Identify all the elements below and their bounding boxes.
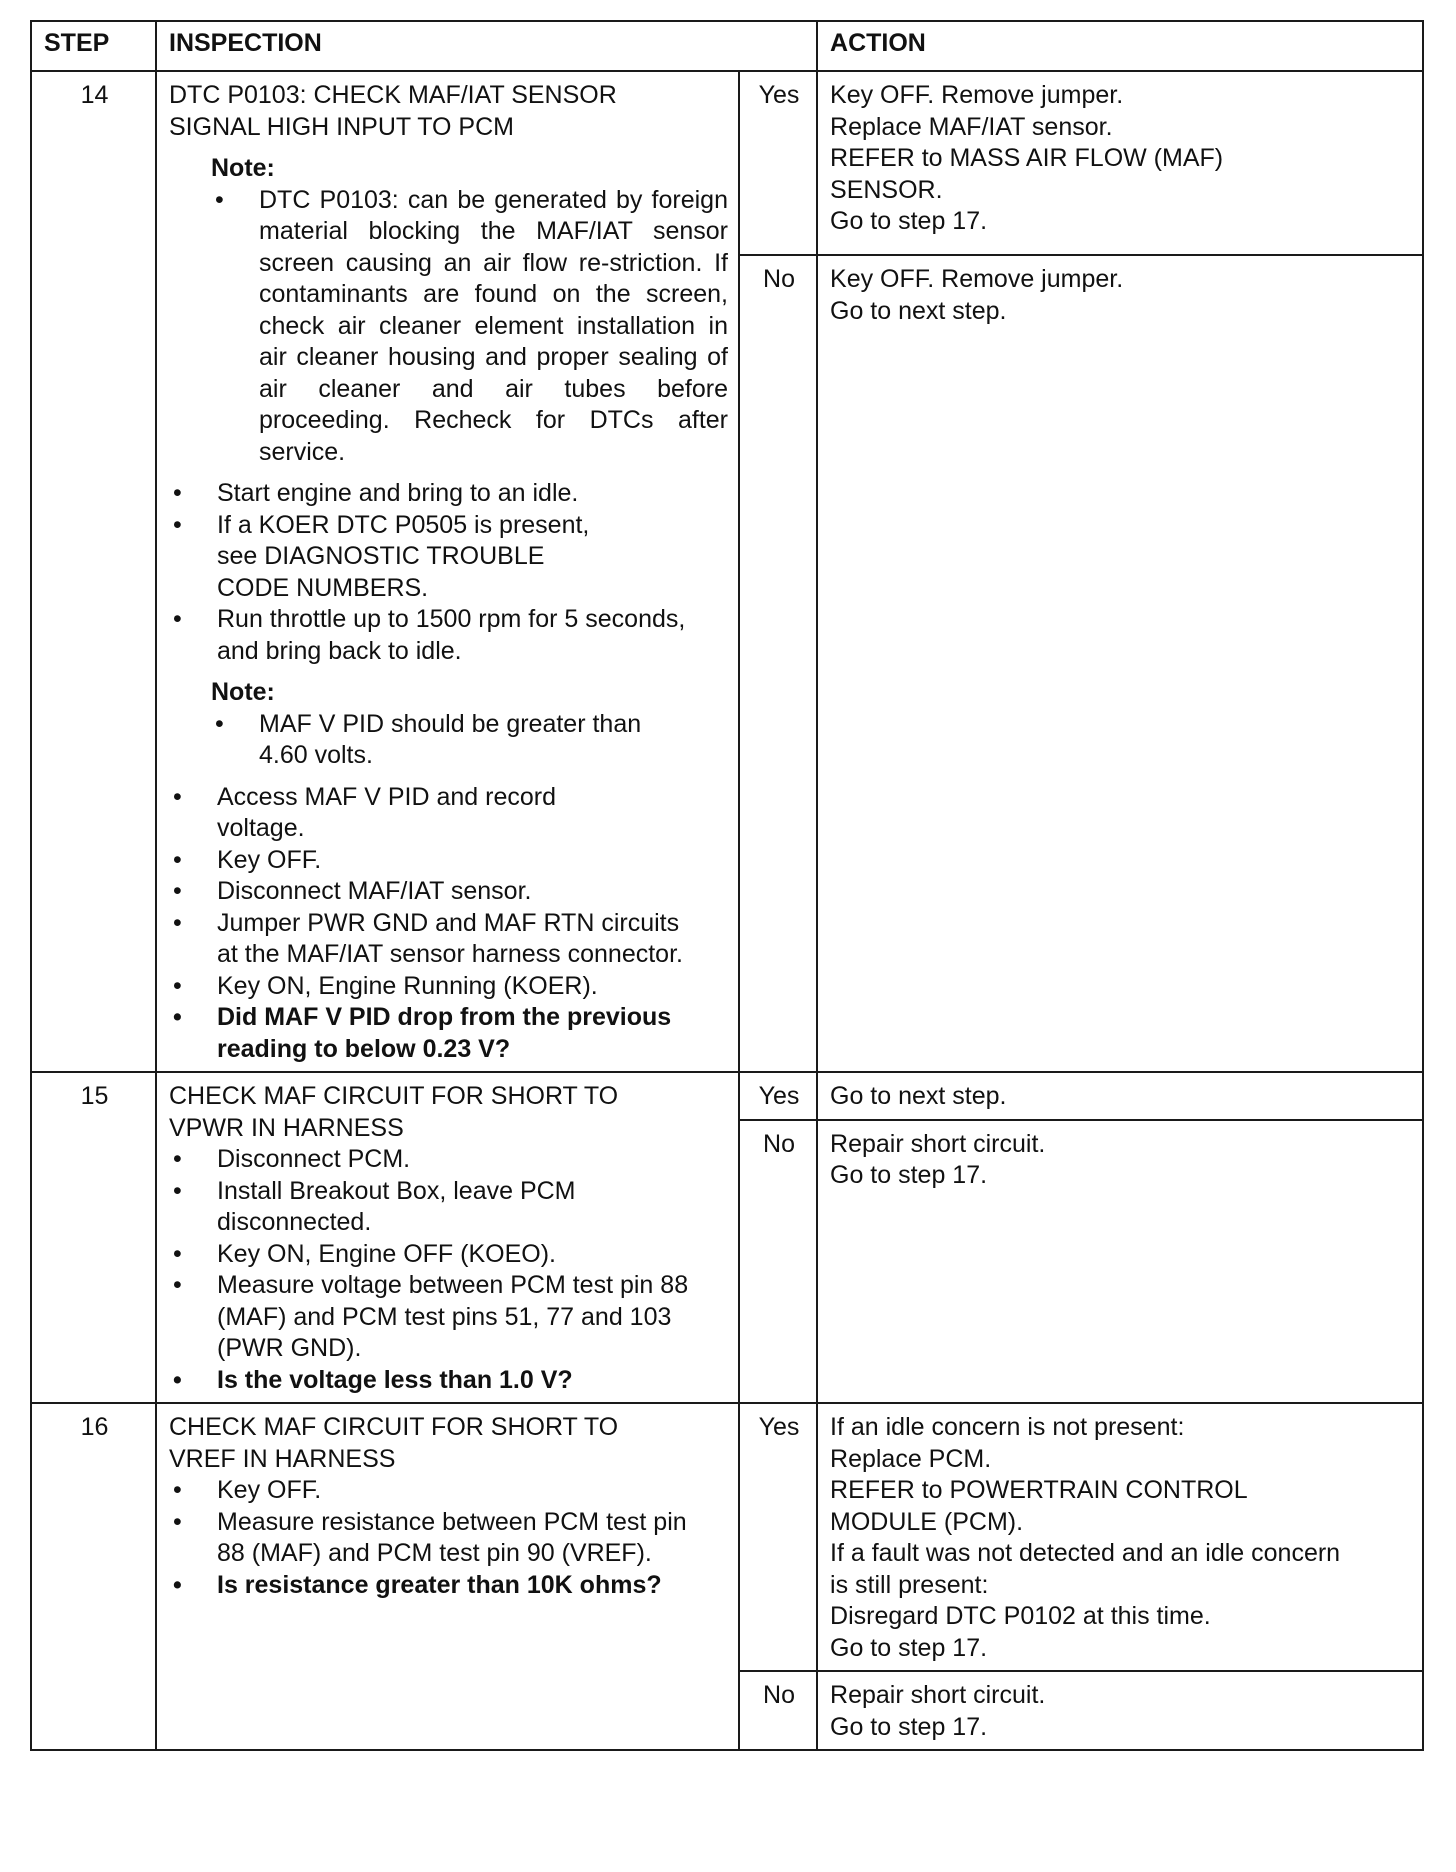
header-row: [31, 21, 1423, 71]
action-line: Go to next step.: [830, 1082, 1007, 1110]
step-16-title: CHECK MAF CIRCUIT FOR SHORT TO VREF IN HARNESS: [169, 1413, 619, 1473]
note-label: Note:: [211, 678, 275, 706]
step-14-bullets-b: [169, 782, 728, 1066]
list-item: • Key ON, Engine OFF (KOEO).: [169, 1239, 728, 1271]
list-item: • Run throttle up to 1500 rpm for 5 seconds, and bring back to idle.: [169, 604, 728, 667]
step-16-yes-label: Yes: [739, 1403, 817, 1671]
step-16-row-yes: [31, 1403, 1423, 1671]
step-header: STEP: [31, 21, 156, 71]
note-label: Note:: [211, 154, 275, 182]
list-item: • Install Breakout Box, leave PCM disconnected.: [169, 1176, 728, 1239]
step-15-title: CHECK MAF CIRCUIT FOR SHORT TO VPWR IN HARNESS: [169, 1082, 619, 1142]
list-item: • Jumper PWR GND and MAF RTN circuits at the MAF/IAT sensor harness connector.: [169, 908, 728, 971]
step-16-number: 16: [31, 1403, 156, 1750]
step-15-no-action: [817, 1120, 1423, 1404]
action-line: Replace PCM.: [830, 1444, 992, 1473]
step-16-inspection: [156, 1403, 739, 1750]
list-item: • If a KOER DTC P0505 is present, see DIAGNOSTIC TROUBLE CODE NUMBERS.: [169, 510, 728, 605]
step-14-question: • Did MAF V PID drop from the previous reading to below 0.23 V?: [169, 1002, 728, 1065]
action-line: Disregard DTC P0102 at this time.: [830, 1602, 1211, 1630]
action-header: ACTION: [817, 21, 1423, 71]
step-14-number: 14: [31, 71, 156, 1072]
list-item: • Disconnect PCM.: [169, 1144, 728, 1176]
note-item: • MAF V PID should be greater than 4.60 volts.: [211, 709, 728, 772]
list-item: • Measure resistance between PCM test pin 88 (MAF) and PCM test pin 90 (VREF).: [169, 1507, 728, 1570]
step-15-number: 15: [31, 1072, 156, 1403]
step-16-question: • Is resistance greater than 10K ohms?: [169, 1570, 728, 1602]
step-16-yes-action: [817, 1403, 1423, 1671]
list-item: • Disconnect MAF/IAT sensor.: [169, 876, 728, 908]
action-line: Go to step 17.: [830, 1633, 988, 1662]
step-14-row-yes: [31, 71, 1423, 255]
step-16-no-label: No: [739, 1671, 817, 1750]
action-line: REFER to POWERTRAIN CONTROL: [830, 1476, 1248, 1504]
action-line: Repair short circuit.: [830, 1681, 1046, 1709]
step-14-no-label: No: [739, 255, 817, 1072]
diagnostic-table: [30, 20, 1424, 1751]
step-14-note-2: [211, 677, 728, 772]
action-line: Go to step 17.: [830, 1712, 988, 1741]
action-line: is still present:: [830, 1570, 989, 1599]
list-item: • Key OFF.: [169, 1475, 728, 1507]
action-line: If an idle concern is not present:: [830, 1413, 1185, 1441]
action-line: Key OFF. Remove jumper.: [830, 81, 1124, 109]
step-15-yes-action: [817, 1072, 1423, 1120]
step-15-question: • Is the voltage less than 1.0 V?: [169, 1365, 728, 1397]
step-15-bullets: [169, 1144, 728, 1396]
step-14-note-1: [211, 153, 728, 468]
action-line: Repair short circuit.: [830, 1129, 1046, 1158]
list-item: • Key ON, Engine Running (KOER).: [169, 971, 728, 1003]
step-14-bullets-a: [169, 478, 728, 667]
action-line: Go to step 17.: [830, 1161, 988, 1189]
list-item: • Measure voltage between PCM test pin 88 (MAF) and PCM test pins 51, 77 and 103 (PWR GND).: [169, 1270, 728, 1365]
note-item: • DTC P0103: can be generated by foreign material blocking the MAF/IAT sensor screen causing an air flow re-striction. If contaminants are found on the screen, check air cleaner element installation in air cleaner housing and proper sealing of air cleaner and air tubes before proceeding. Recheck for DTCs after service.: [211, 185, 728, 469]
step-15-yes-label: Yes: [739, 1072, 817, 1120]
step-16-bullets: [169, 1475, 728, 1601]
step-14-yes-label: Yes: [739, 71, 817, 255]
action-line: Go to step 17.: [830, 207, 988, 235]
step-15-inspection: [156, 1072, 739, 1403]
action-line: SENSOR.: [830, 175, 943, 204]
action-line: Replace MAF/IAT sensor.: [830, 112, 1113, 141]
step-14-yes-action: [817, 71, 1423, 255]
step-14-no-action: [817, 255, 1423, 1072]
action-line: REFER to MASS AIR FLOW (MAF): [830, 144, 1224, 172]
step-16-no-action: [817, 1671, 1423, 1750]
step-15-row-yes: [31, 1072, 1423, 1120]
step-14-title: DTC P0103: CHECK MAF/IAT SENSOR SIGNAL HIGH INPUT TO PCM: [169, 81, 617, 141]
list-item: • Start engine and bring to an idle.: [169, 478, 728, 510]
step-14-inspection: [156, 71, 739, 1072]
list-item: • Access MAF V PID and record voltage.: [169, 782, 728, 845]
inspection-header: INSPECTION: [156, 21, 817, 71]
step-15-no-label: No: [739, 1120, 817, 1404]
action-line: If a fault was not detected and an idle concern: [830, 1539, 1341, 1567]
list-item: • Key OFF.: [169, 845, 728, 877]
action-line: Go to next step.: [830, 296, 1007, 325]
action-line: MODULE (PCM).: [830, 1507, 1024, 1536]
action-line: Key OFF. Remove jumper.: [830, 265, 1124, 293]
